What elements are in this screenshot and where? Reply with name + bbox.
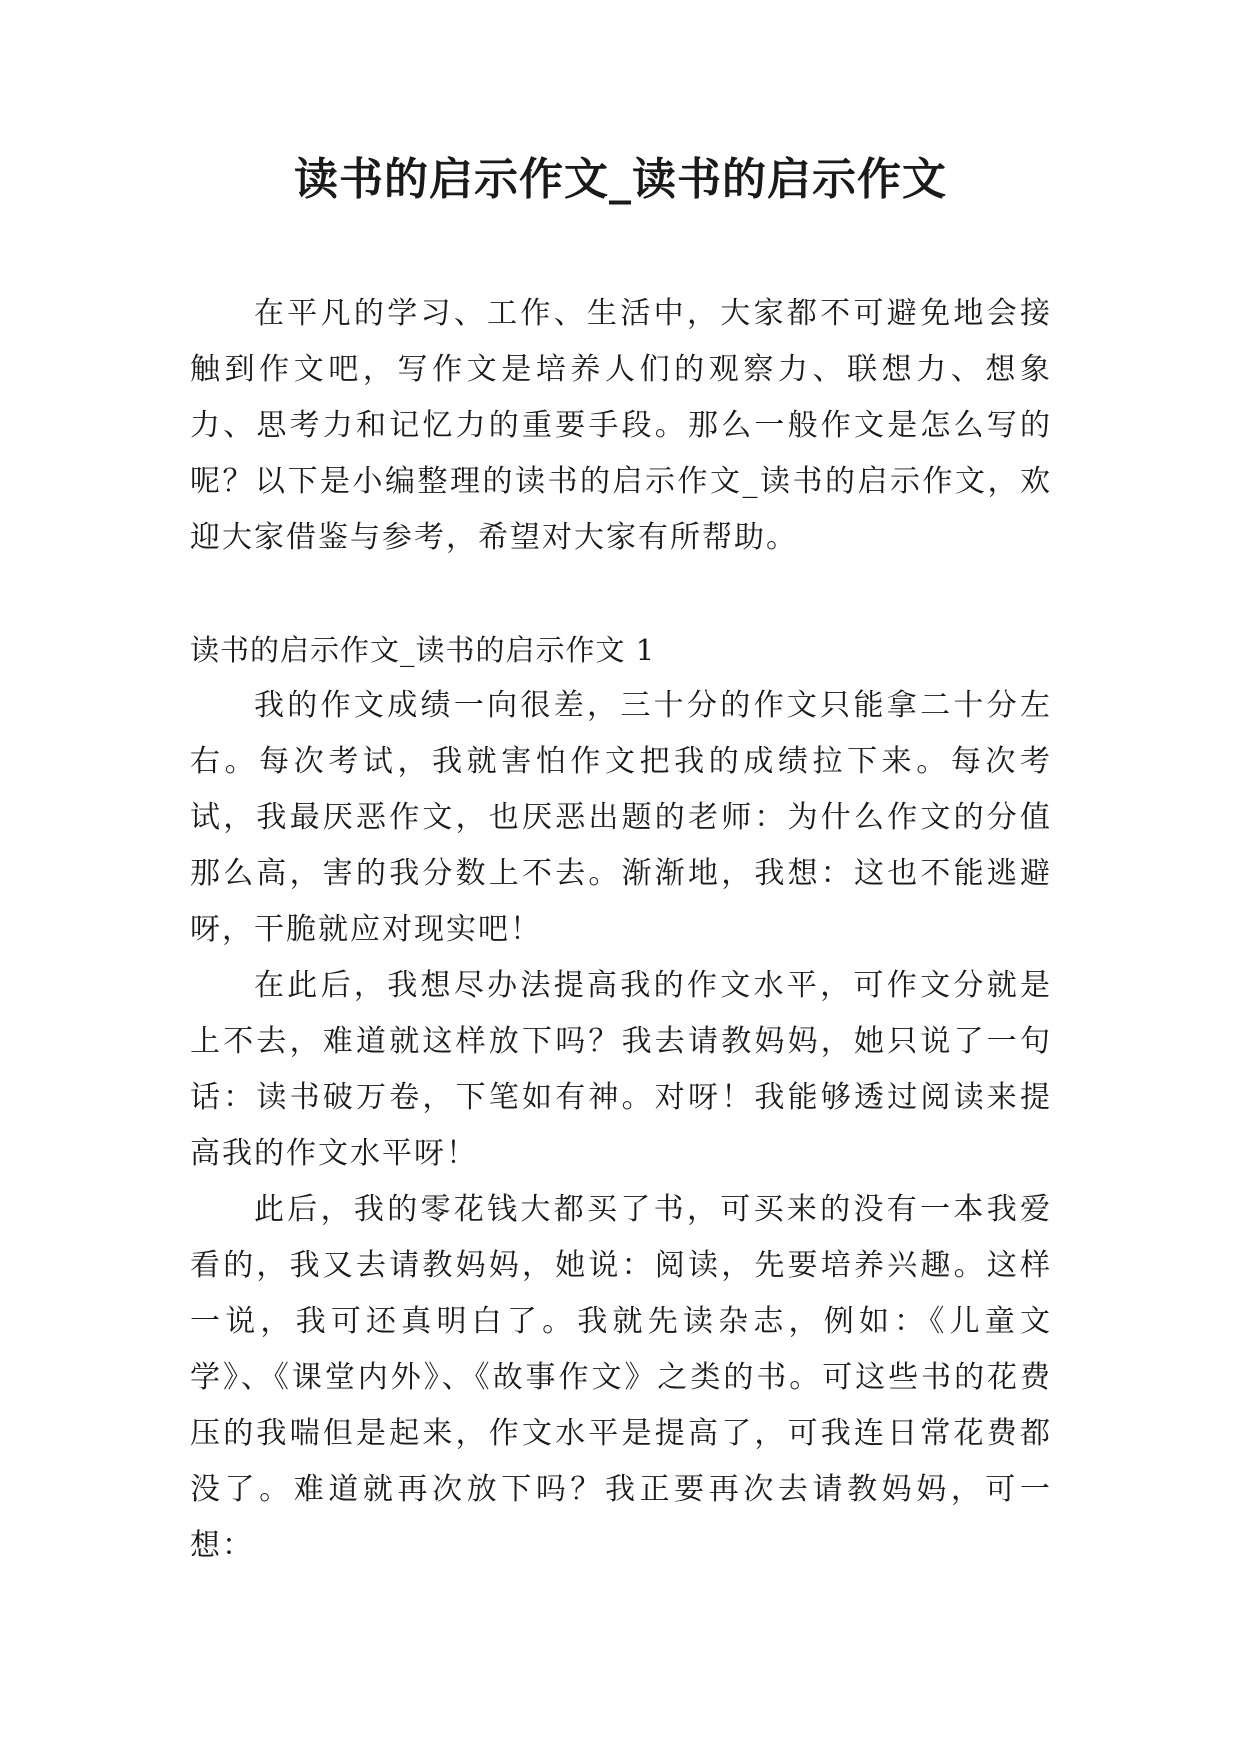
body-paragraph-1: 我的作文成绩一向很差，三十分的作文只能拿二十分左右。每次考试，我就害怕作文把我的成绩拉下来。每次考试，我最厌恶作文，也厌恶出题的老师：为什么作文的分值那么高，害的我分数上不去。渐渐地，我想：这也不能逃避呀，干脆就应对现实吧！ bbox=[190, 688, 1052, 947]
body-paragraph-2: 在此后，我想尽办法提高我的作文水平，可作文分就是上不去，难道就这样放下吗？我去请教妈妈，她只说了一句话：读书破万卷，下笔如有神。对呀！我能够透过阅读来提高我的作文水平呀！ bbox=[190, 968, 1052, 1171]
paragraph-spacer bbox=[190, 566, 1052, 622]
intro-paragraph: 在平凡的学习、工作、生活中，大家都不可避免地会接触到作文吧，写作文是培养人们的观察力、联想力、想象力、思考力和记忆力的重要手段。那么一般作文是怎么写的呢？以下是小编整理的读书的启示作文_读书的启示作文，欢迎大家借鉴与参考，希望对大家有所帮助。 bbox=[190, 296, 1052, 555]
body-paragraph-3: 此后，我的零花钱大都买了书，可买来的没有一本我爱看的，我又去请教妈妈，她说：阅读，先要培养兴趣。这样一说，我可还真明白了。我就先读杂志，例如：《儿童文学》、《课堂内外》、《故事作文》之类的书。可这些书的花费压的我喘但是起来，作文水平是提高了，可我连日常花费都没了。难道就再次放下吗？我正要再次去请教妈妈，可一想： bbox=[190, 1192, 1052, 1563]
section-heading: 读书的启示作文_读书的启示作文 1 bbox=[190, 633, 656, 667]
document-body bbox=[190, 286, 1052, 1574]
document-title: 读书的启示作文_读书的启示作文 bbox=[294, 154, 947, 205]
